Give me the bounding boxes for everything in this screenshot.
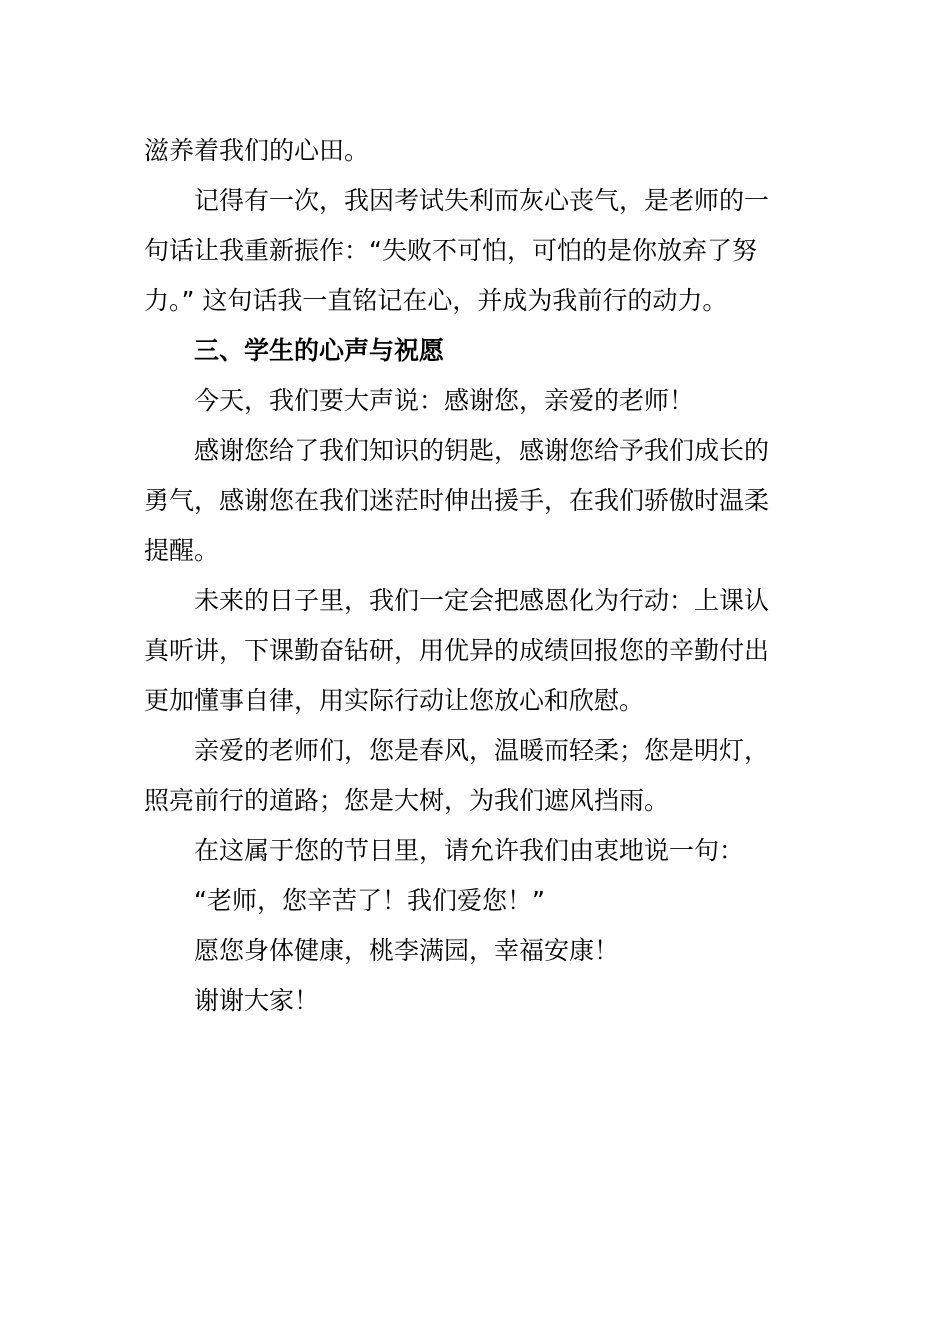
text-line: 更加懂事自律，用实际行动让您放心和欣慰。 [144,686,645,715]
text-line: 滋养着我们的心田。 [144,136,370,165]
text-line: “老师，您辛苦了！我们爱您！” [194,886,545,915]
section-heading [144,326,806,376]
text-line: 照亮前行的道路；您是大树，为我们遮风挡雨。 [144,786,670,815]
text-line: 真听讲，下课勤奋钻研，用优异的成绩回报您的辛勤付出 [144,636,770,665]
paragraph-continuation [144,126,806,176]
text-line: 句话让我重新振作：“失败不可怕，可怕的是你放弃了努 [144,236,757,265]
heading-text: 三、学生的心声与祝愿 [194,336,445,365]
paragraph-closing [144,976,806,1026]
paragraph-thanks-detail [144,426,806,576]
text-line: 谢谢大家！ [194,986,320,1015]
paragraph-future [144,576,806,726]
text-line: 未来的日子里，我们一定会把感恩化为行动：上课认 [194,586,770,615]
paragraph-quote [144,876,806,926]
text-line: 勇气，感谢您在我们迷茫时伸出援手，在我们骄傲时温柔 [144,486,770,515]
paragraph-wish [144,926,806,976]
text-line: 力。” 这句话我一直铭记在心，并成为我前行的动力。 [144,286,728,315]
text-line: 亲爱的老师们，您是春风，温暖而轻柔；您是明灯， [194,736,770,765]
paragraph-festival [144,826,806,876]
text-line: 感谢您给了我们知识的钥匙，感谢您给予我们成长的 [194,436,770,465]
text-line: 今天，我们要大声说：感谢您，亲爱的老师！ [194,386,695,415]
paragraph-metaphor [144,726,806,826]
paragraph-thanks-intro [144,376,806,426]
text-line: 提醒。 [144,536,220,565]
document-body [144,126,806,1026]
text-line: 愿您身体健康，桃李满园，幸福安康！ [194,936,620,965]
paragraph-memory [144,176,806,326]
text-line: 记得有一次，我因考试失利而灰心丧气，是老师的一 [194,186,770,215]
text-line: 在这属于您的节日里，请允许我们由衷地说一句： [194,836,745,865]
